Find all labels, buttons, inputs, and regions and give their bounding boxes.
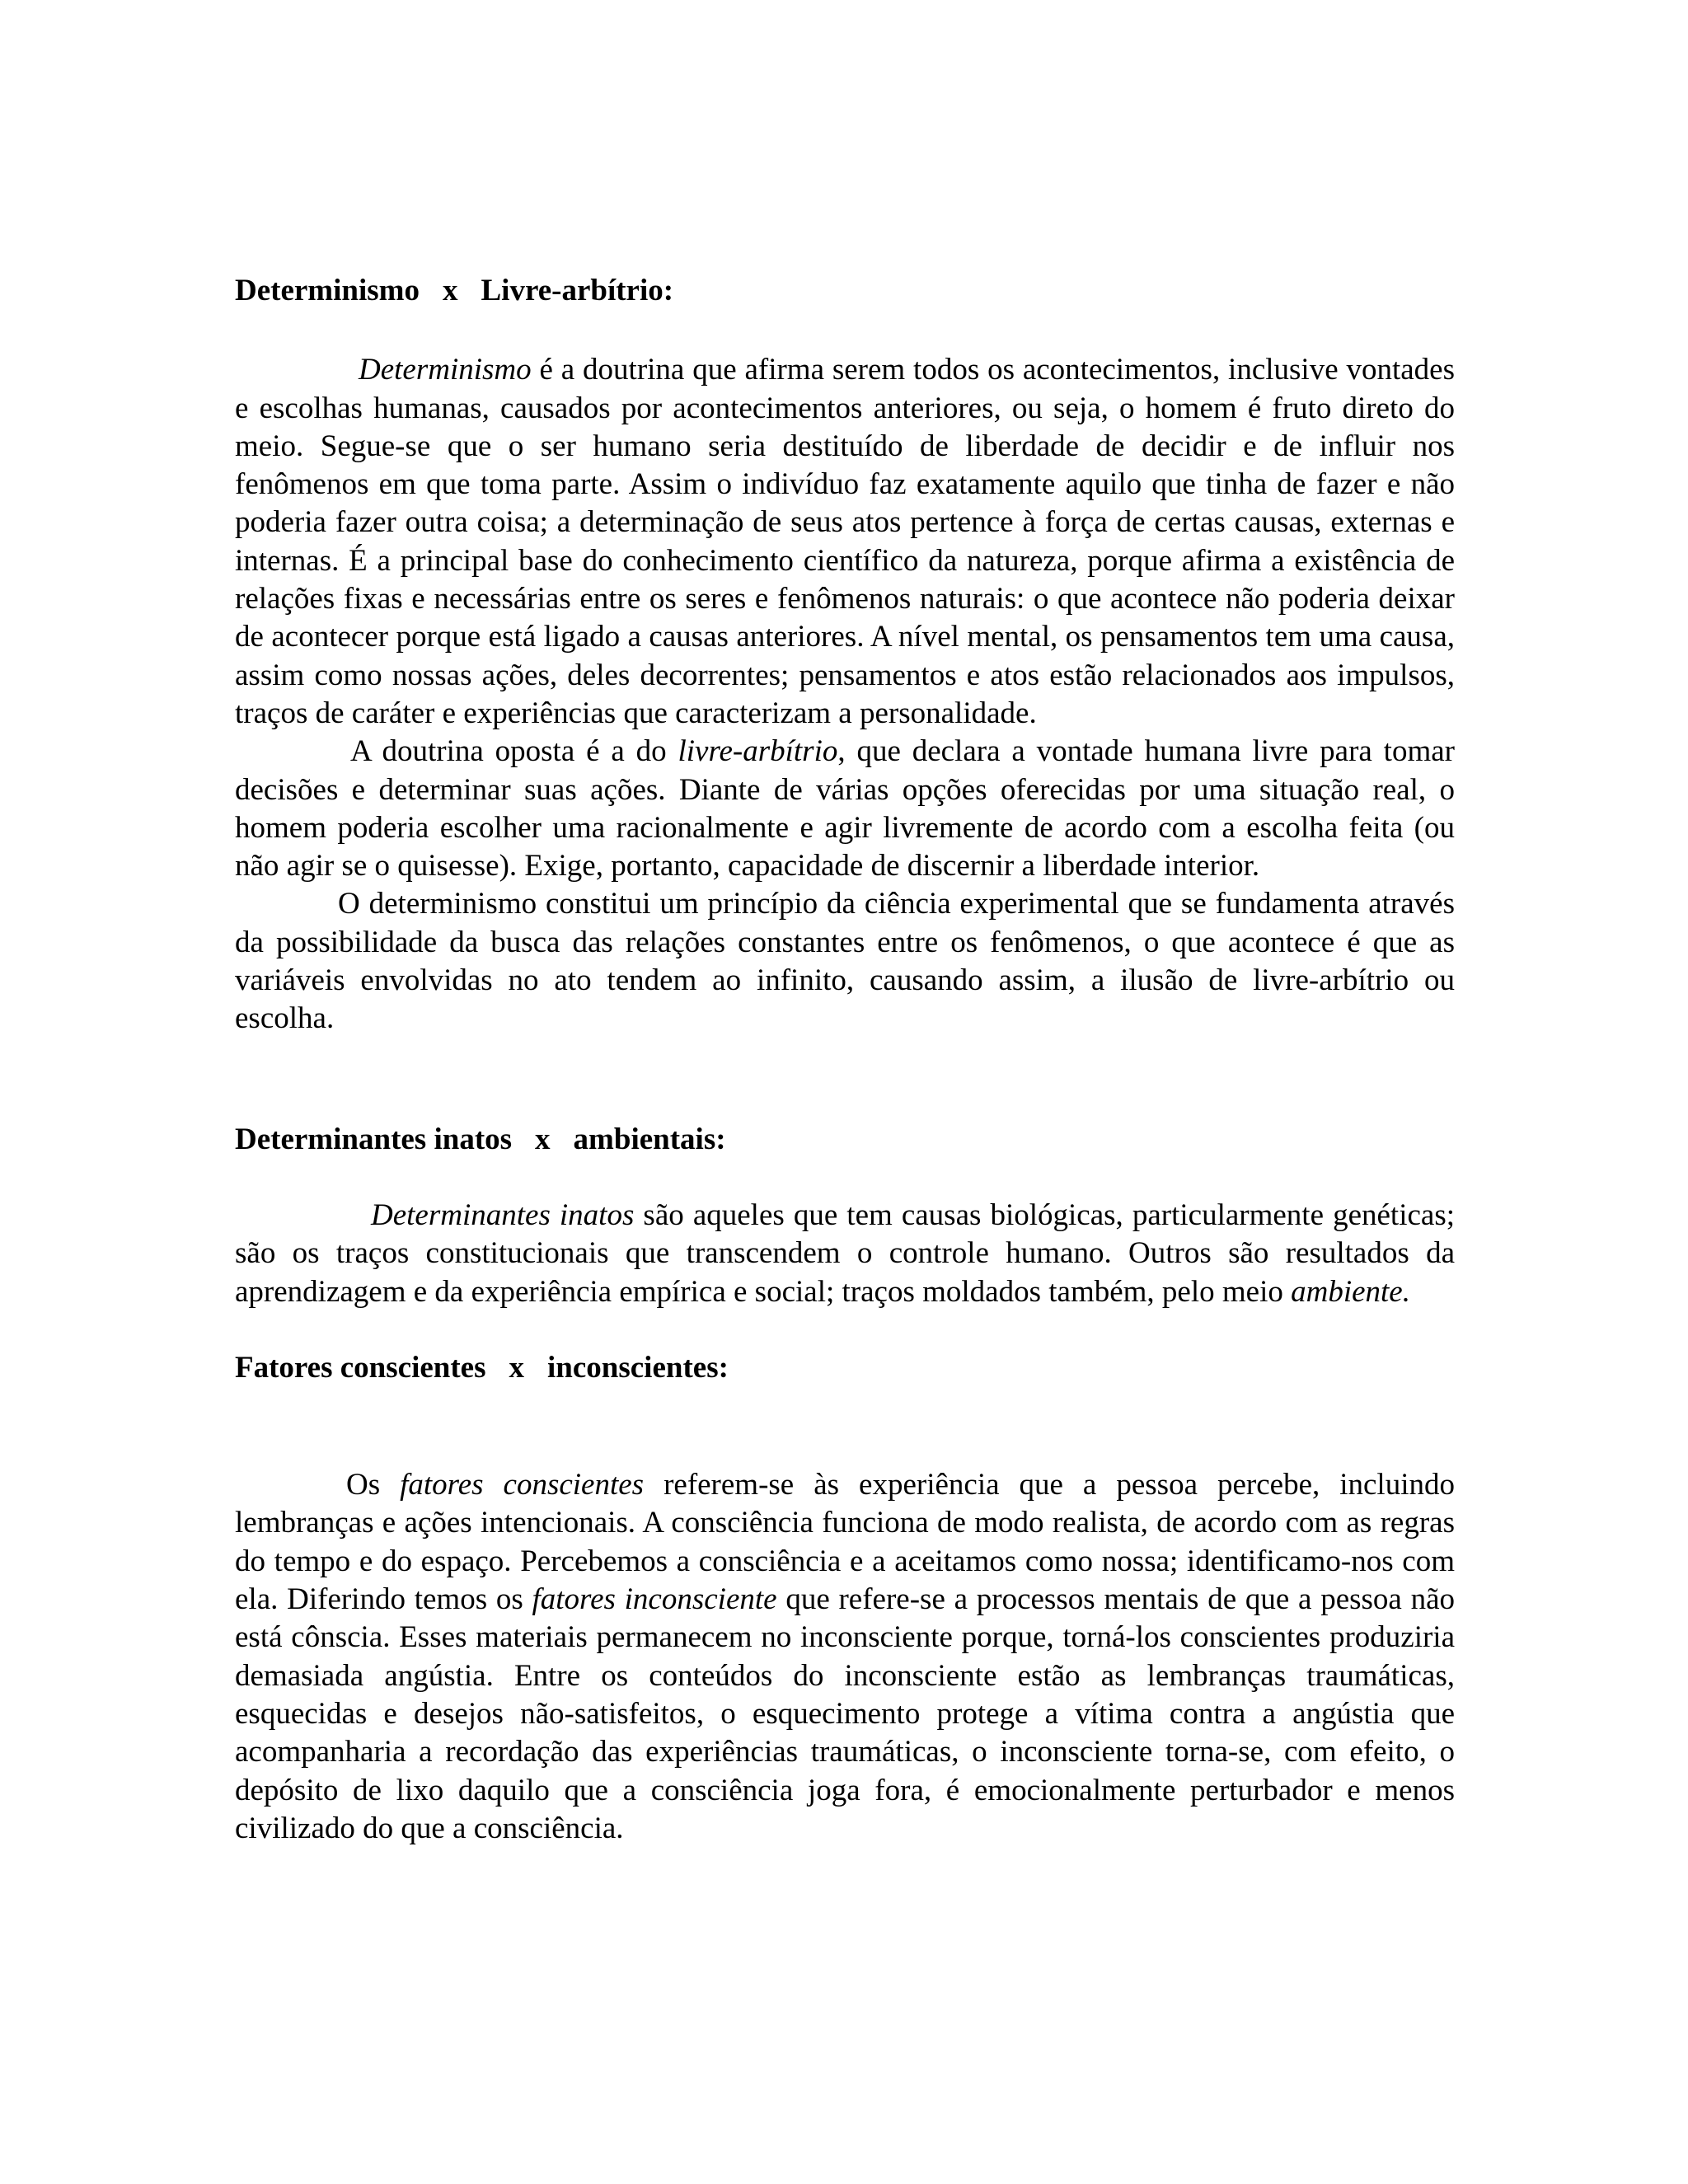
paragraph-text: O determinismo constitui um princípio da ciência experimental que se fundamenta através da possibilidade da busca das relações constantes entre os fenômenos, o que acontece é que as variáveis envolvidas no ato tendem ao infinito, causando assim, a ilusão de livre-arbítrio ou escolha. bbox=[235, 887, 1455, 1036]
term-ambiente: ambiente. bbox=[1291, 1274, 1410, 1309]
paragraph-determinismo-ciencia bbox=[235, 885, 1455, 1038]
heading-left: Fatores conscientes bbox=[235, 1350, 486, 1385]
paragraph-text: que refere-se a processos mentais de que a pessoa não está cônscia. Esses materiais permanecem no inconsciente porque, torná-los conscientes produziria demasiada angústia. Entre os conteúdos do inconsciente estão as lembranças traumáticas, esquecidas e desejos não-satisfeitos, o esquecimento protege a vítima contra a angústia que acompanharia a recordação das experiências traumáticas, o inconsciente torna-se, com efeito, o depósito de lixo daquilo que a consciência joga fora, é emocionalmente perturbador e menos civilizado do que a consciência. bbox=[235, 1582, 1456, 1845]
paragraph-livre-arbitrio bbox=[235, 733, 1455, 885]
section-heading-fatores bbox=[235, 1349, 1455, 1387]
heading-left: Determinismo bbox=[235, 274, 420, 307]
paragraph-determinismo-definition bbox=[235, 351, 1455, 733]
heading-right: Livre-arbítrio: bbox=[481, 274, 674, 307]
term-fatores-conscientes: fatores conscientes bbox=[400, 1468, 645, 1502]
term-livre-arbitrio: livre-arbítrio bbox=[678, 734, 838, 769]
paragraph-text: referem-se às experiência que a pessoa percebe, incluindo lembranças e ações intencionais. A consciência funciona de modo realista, de acordo com as regras do tempo e do espaço. Percebemos a consciência e a aceitamos como nossa; identificamo-nos com ela. Diferindo temos os bbox=[235, 1468, 1455, 1617]
paragraph-text: é a doutrina que afirma serem todos os acontecimentos, inclusive vontades e escolhas humanas, causados por acontecimentos anteriores, ou seja, o homem é fruto direto do meio. Segue-se que o ser humano seria destituído de liberdade de decidir e de influir nos fenômenos em que toma parte. Assim o indivíduo faz exatamente aquilo que tinha de fazer e não poderia fazer outra coisa; a determinação de seus atos pertence à força de certas causas, externas e internas. É a principal base do conhecimento científico da natureza, porque afirma a existência de relações fixas e necessárias entre os seres e fenômenos naturais: o que acontece não poderia deixar de acontecer porque está ligado a causas anteriores. A nível mental, os pensamentos tem uma causa, assim como nossas ações, deles decorrentes; pensamentos e atos estão relacionados aos impulsos, traços de caráter e experiências que caracterizam a personalidade. bbox=[235, 353, 1455, 730]
heading-versus: x bbox=[535, 1122, 551, 1156]
paragraph-text: Os bbox=[346, 1468, 401, 1502]
heading-versus: x bbox=[443, 274, 458, 307]
paragraph-text: A doutrina oposta é a do bbox=[350, 734, 678, 769]
paragraph-fatores-conscientes bbox=[235, 1466, 1455, 1848]
term-determinismo: Determinismo bbox=[359, 353, 532, 387]
section-heading-determinismo bbox=[235, 272, 1455, 310]
section-heading-determinantes bbox=[235, 1121, 1455, 1159]
heading-left: Determinantes inatos bbox=[235, 1122, 513, 1156]
term-fatores-inconsciente: fatores inconsciente bbox=[532, 1582, 777, 1617]
paragraph-text: são aqueles que tem causas biológicas, particularmente genéticas; são os traços constitucionais que transcendem o controle humano. Outros são resultados da aprendizagem e da experiência empírica e social; traços moldados também, pelo meio bbox=[235, 1197, 1455, 1309]
paragraph-determinantes-inatos bbox=[235, 1197, 1455, 1311]
heading-right: ambientais: bbox=[573, 1122, 726, 1156]
document-body bbox=[235, 272, 1455, 1848]
heading-right: inconscientes: bbox=[547, 1350, 729, 1385]
paragraph-text: , que declara a vontade humana livre para tomar decisões e determinar suas ações. Diante de várias opções oferecidas por uma situação real, o homem poderia escolher uma racionalmente e agir livremente de acordo com a escolha feita (ou não agir se o quisesse). Exige, portanto, capacidade de discernir a liberdade interior. bbox=[235, 734, 1455, 883]
term-determinantes-inatos: Determinantes inatos bbox=[371, 1197, 635, 1232]
heading-versus: x bbox=[509, 1350, 524, 1385]
